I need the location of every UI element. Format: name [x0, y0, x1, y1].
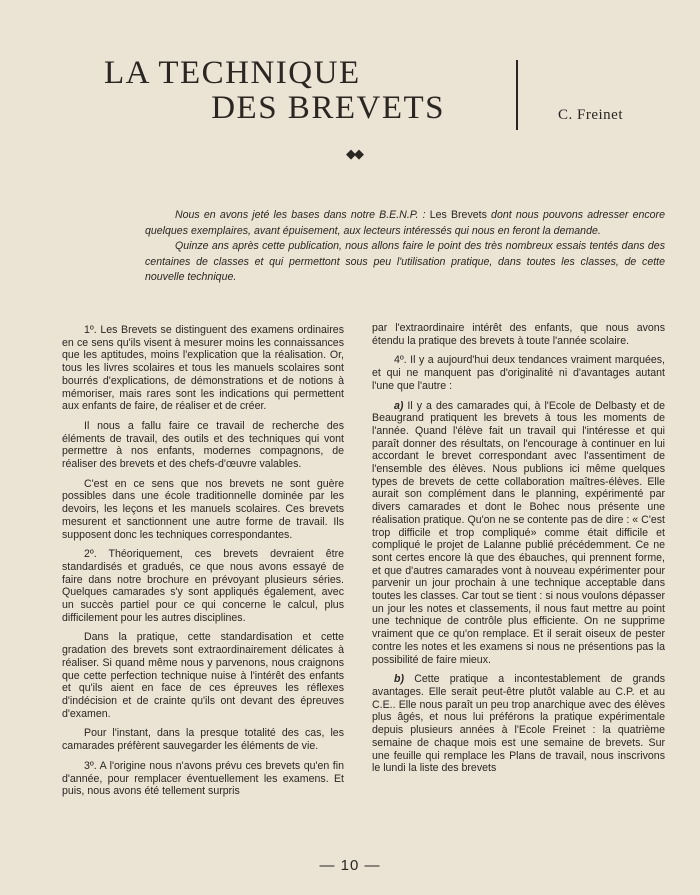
paragraph: 4º. Il y a aujourd'hui deux tendances vraiment marquées, et qui ne manquent pas d'originalité ni d'avantages autant l'une que l'autre :	[372, 354, 665, 392]
diamond-ornament-icon: ◆◆	[346, 146, 362, 161]
item-label: b)	[394, 673, 404, 686]
title-divider	[516, 60, 518, 130]
article-title	[100, 56, 445, 126]
item-text: Cette pratique a incontestablement de grands avantages. Elle serait peut-être plutôt valable au C.P. et au C.E.. Elle nous paraît un peu trop anarchique avec des élèves plus âgés, et nous lui préférons la pratique expérimentale depuis plusieurs années à l'Ecole Freinet : la quatrième semaine de chaque mois est une semaine de brevets. Sur une feuille qui remplace les Plans de travail, nous inscrivons le lundi la liste des brevets	[372, 673, 665, 775]
paragraph: Pour l'instant, dans la presque totalité des cas, les camarades préfèrent sauvegarder les éléments de vie.	[62, 727, 344, 753]
left-column	[62, 324, 344, 805]
paragraph: 2º. Théoriquement, ces brevets devraient être standardisés et gradués, ce que nous avons essayé de faire dans notre brochure en prévoyant plusieurs séries. Quelques camarades s'y sont appliqués également, avec un succès partiel pour ce qui concerne le calcul, plus difficilement pour les autres disciplines.	[62, 548, 344, 624]
intro-paragraphs	[145, 208, 665, 286]
paragraph-b	[372, 673, 665, 775]
paragraph-a	[372, 400, 665, 667]
intro-book-title: Les Brevets	[429, 209, 487, 221]
item-label: a)	[394, 399, 404, 412]
item-text: Il y a des camarades qui, à l'Ecole de Delbasty et de Beaugrand pratiquent les brevets à tous les moments de l'année. Quand l'élève fait un travail qui l'intéresse et qui paraît donner des résultats, on l'encourage à continuer en lui accordant le brevet correspondant avec l'assentiment de l'ensemble des élèves. Nous publions ici même quelques types de brevets de cette collaboration maîtres-élèves. Elle aurait son complément dans le planning, expérimenté par divers camarades et dont le Bohec nous présente une réalisation pratique. Qu'on ne se contente pas de dire : « C'est trop difficile et trop compliqué» comme était difficile et compliqué le projet de Lalanne publié précédemment. Ce ne sont certes encore là que des ébauches, qui prennent forme, et que d'autres camarades vont à nouveau expérimenter pour parvenir un jour prochain à une technique acceptable dans toutes les classes. Car tout se tient : si nous voulons dépasser un jour les notes et classements, il nous faut mettre au point une technique de contrôle plus efficiente. On ne supprime vraiment que ce qu'on remplace. Et il serait oiseux de pester contre les notes et les examens si nous ne présentions pas la possibilité de faire mieux.	[372, 399, 665, 666]
paragraph: 1º. Les Brevets se distinguent des examens ordinaires en ce sens qu'ils visent à mesurer moins les connaissances que les aptitudes, moins l'explication que la réalisation. Or, tous les livres scolaires et tous les manuels scolaires sont bourrés d'explications, de démonstrations et de notions à mémoriser, mais rares sont les indications qui permettent aux enfants de faire, de réaliser et de créer.	[62, 324, 344, 413]
paragraph: par l'extraordinaire intérêt des enfants, que nous avons étendu la pratique des brevets à toute l'année scolaire.	[372, 322, 665, 347]
intro-paragraph	[145, 208, 665, 239]
intro-paragraph: Quinze ans après cette publication, nous allons faire le point des très nombreux essais tentés dans des centaines de classes et qui permettont sous peu l'utilisation pratique, dans toutes les classes, de cette nouvelle technique.	[145, 240, 665, 284]
paragraph: 3º. A l'origine nous n'avons prévu ces brevets qu'en fin d'année, pour remplacer éventuellement les examens. Et puis, nous avons été tellement surpris	[62, 759, 344, 798]
author-name: C. Freinet	[558, 107, 623, 123]
right-column	[372, 322, 665, 782]
title-line-1: LA TECHNIQUE	[104, 55, 361, 91]
intro-text: dont nous pouvons adresser encore quelques exemplaires, avant épuisement, aux lecteurs intéressés qui nous en feront la demande.	[145, 209, 665, 237]
paragraph: Dans la pratique, cette standardisation et cette gradation des brevets sont extraordinairement délicates à réaliser. Si quand même nous y parvenons, nous craignons que cette perfection technique nuise à l'intérêt des enfants et qu'ils aient en face de ces épreuves les réflexes d'indécision et de crainte qu'ils ont devant des épreuves d'examen.	[62, 631, 344, 720]
paragraph: C'est en ce sens que nos brevets ne sont guère possibles dans une école traditionnelle dominée par les devoirs, les leçons et les manuels scolaires. Ces brevets mesurent et sanctionnent une autre forme de travail. Ils supposent donc les techniques correspondantes.	[62, 477, 344, 541]
title-line-2: DES BREVETS	[211, 90, 445, 126]
paragraph: Il nous a fallu faire ce travail de recherche des éléments de travail, des outils et des techniques qui vont permettre à nos enfants, modernes compagnons, de réaliser des brevets et des chefs-d'œuvre valables.	[62, 419, 344, 471]
page-number: — 10 —	[319, 857, 381, 874]
intro-text: Nous en avons jeté les bases dans notre B.E.N.P. :	[175, 209, 430, 221]
